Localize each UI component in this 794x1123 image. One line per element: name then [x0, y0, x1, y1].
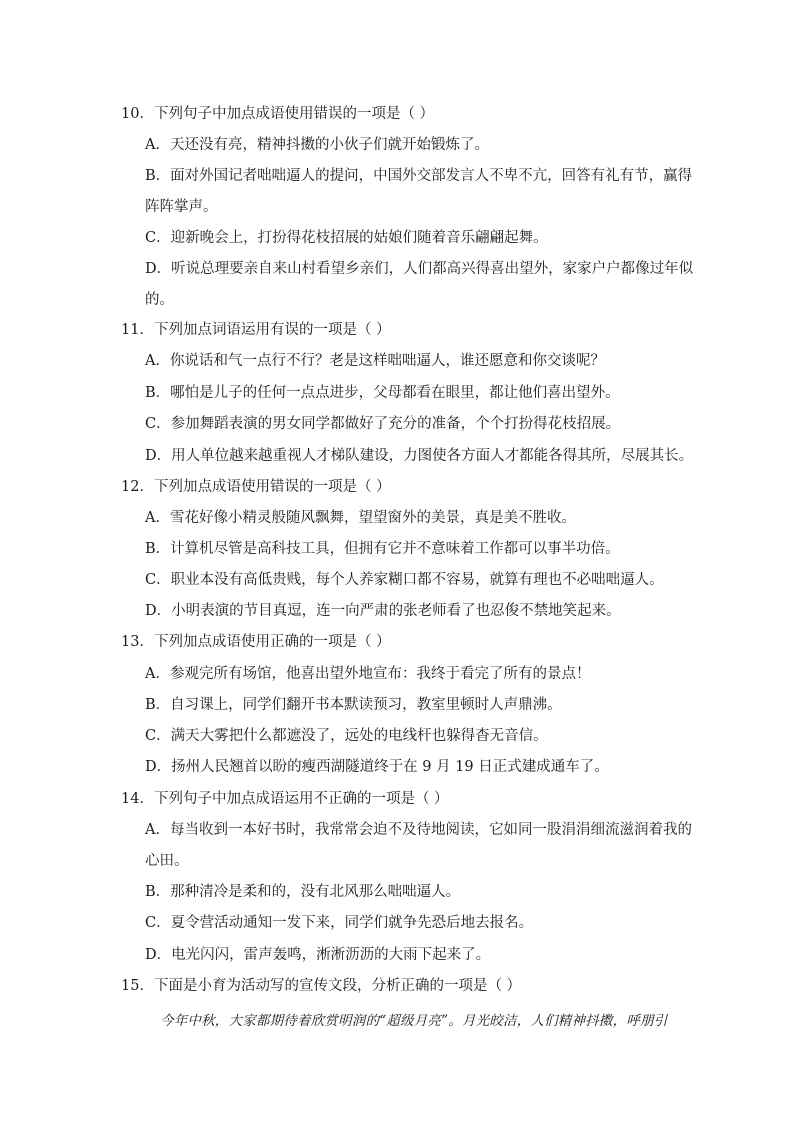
question-10-option-a: A．天还没有亮，精神抖擞的小伙子们就开始锻炼了。 — [145, 137, 489, 153]
question-15-stem: 15．下面是小育为活动写的宣传文段，分析正确的一项是（ ） — [121, 978, 522, 994]
question-11-option-b: B．哪怕是儿子的任何一点点进步，父母都看在眼里，都让他们喜出望外。 — [145, 385, 620, 401]
question-13-option-c: C．满天大雾把什么都遮没了，远处的电线杆也躲得杳无音信。 — [145, 728, 548, 744]
question-10-option-b: B．面对外国记者咄咄逼人的提问，中国外交部发言人不卑不亢，回答有礼有节，赢得 — [145, 168, 693, 184]
question-12-stem: 12．下列加点成语使用错误的一项是（ ） — [121, 479, 391, 495]
question-10-option-b-cont: 阵阵掌声。 — [145, 199, 218, 215]
question-14-option-c: C．夏令营活动通知一发下来，同学们就争先恐后地去报名。 — [145, 915, 534, 931]
question-14-option-b: B．那种清冷是柔和的，没有北风那么咄咄逼人。 — [145, 884, 461, 900]
question-11-option-d: D．用人单位越来越重视人才梯队建设，力图使各方面人才都能各得其所，尽展其长。 — [145, 448, 694, 464]
question-12-option-d: D．小明表演的节目真逗，连一向严肃的张老师看了也忍俊不禁地笑起来。 — [145, 603, 621, 619]
question-12-option-c: C．职业本没有高低贵贱，每个人养家糊口都不容易，就算有理也不必咄咄逼人。 — [145, 572, 664, 588]
question-12-option-b: B．计算机尽管是高科技工具，但拥有它并不意味着工作都可以事半功倍。 — [145, 541, 620, 557]
question-13-option-d: D．扬州人民翘首以盼的瘦西湖隧道终于在 9 月 19 日正式建成通车了。 — [145, 759, 609, 775]
question-11-option-a: A．你说话和气一点行不行？老是这样咄咄逼人，谁还愿意和你交谈呢？ — [145, 353, 605, 369]
question-14-option-a: A．每当收到一本好书时，我常常会迫不及待地阅读，它如同一股涓涓细流滋润着我的 — [145, 822, 692, 838]
question-14-option-a-cont: 心田。 — [145, 853, 189, 869]
question-12-option-a: A．雪花好像小精灵般随风飘舞，望望窗外的美景，真是美不胜收。 — [145, 510, 576, 526]
question-10-stem: 10．下列句子中加点成语使用错误的一项是（ ） — [121, 106, 435, 122]
question-14-stem: 14．下列句子中加点成语运用不正确的一项是（ ） — [121, 791, 449, 807]
question-13-option-a: A．参观完所有场馆，他喜出望外地宣布：我终于看完了所有的景点！ — [145, 666, 591, 682]
question-10-option-d: D．听说总理要亲自来山村看望乡亲们，人们都高兴得喜出望外，家家户户都像过年似 — [145, 261, 694, 277]
question-10-option-c: C．迎新晚会上，打扮得花枝招展的姑娘们随着音乐翩翩起舞。 — [145, 230, 548, 246]
question-13-option-b: B．自习课上，同学们翻开书本默读预习，教室里顿时人声鼎沸。 — [145, 697, 562, 713]
question-11-stem: 11．下列加点词语运用有误的一项是（ ） — [121, 322, 391, 338]
question-14-option-d: D．电光闪闪，雷声轰鸣，淅淅沥沥的大雨下起来了。 — [145, 947, 491, 963]
question-15-passage: 今年中秋，大家都期待着欣赏明润的“超级月亮”。月光皎洁，人们精神抖擞，呼朋引 — [160, 1013, 668, 1029]
question-11-option-c: C．参加舞蹈表演的男女同学都做好了充分的准备，个个打扮得花枝招展。 — [145, 416, 621, 432]
question-10-option-d-cont: 的。 — [145, 292, 174, 308]
question-13-stem: 13．下列加点成语使用正确的一项是（ ） — [121, 634, 391, 650]
